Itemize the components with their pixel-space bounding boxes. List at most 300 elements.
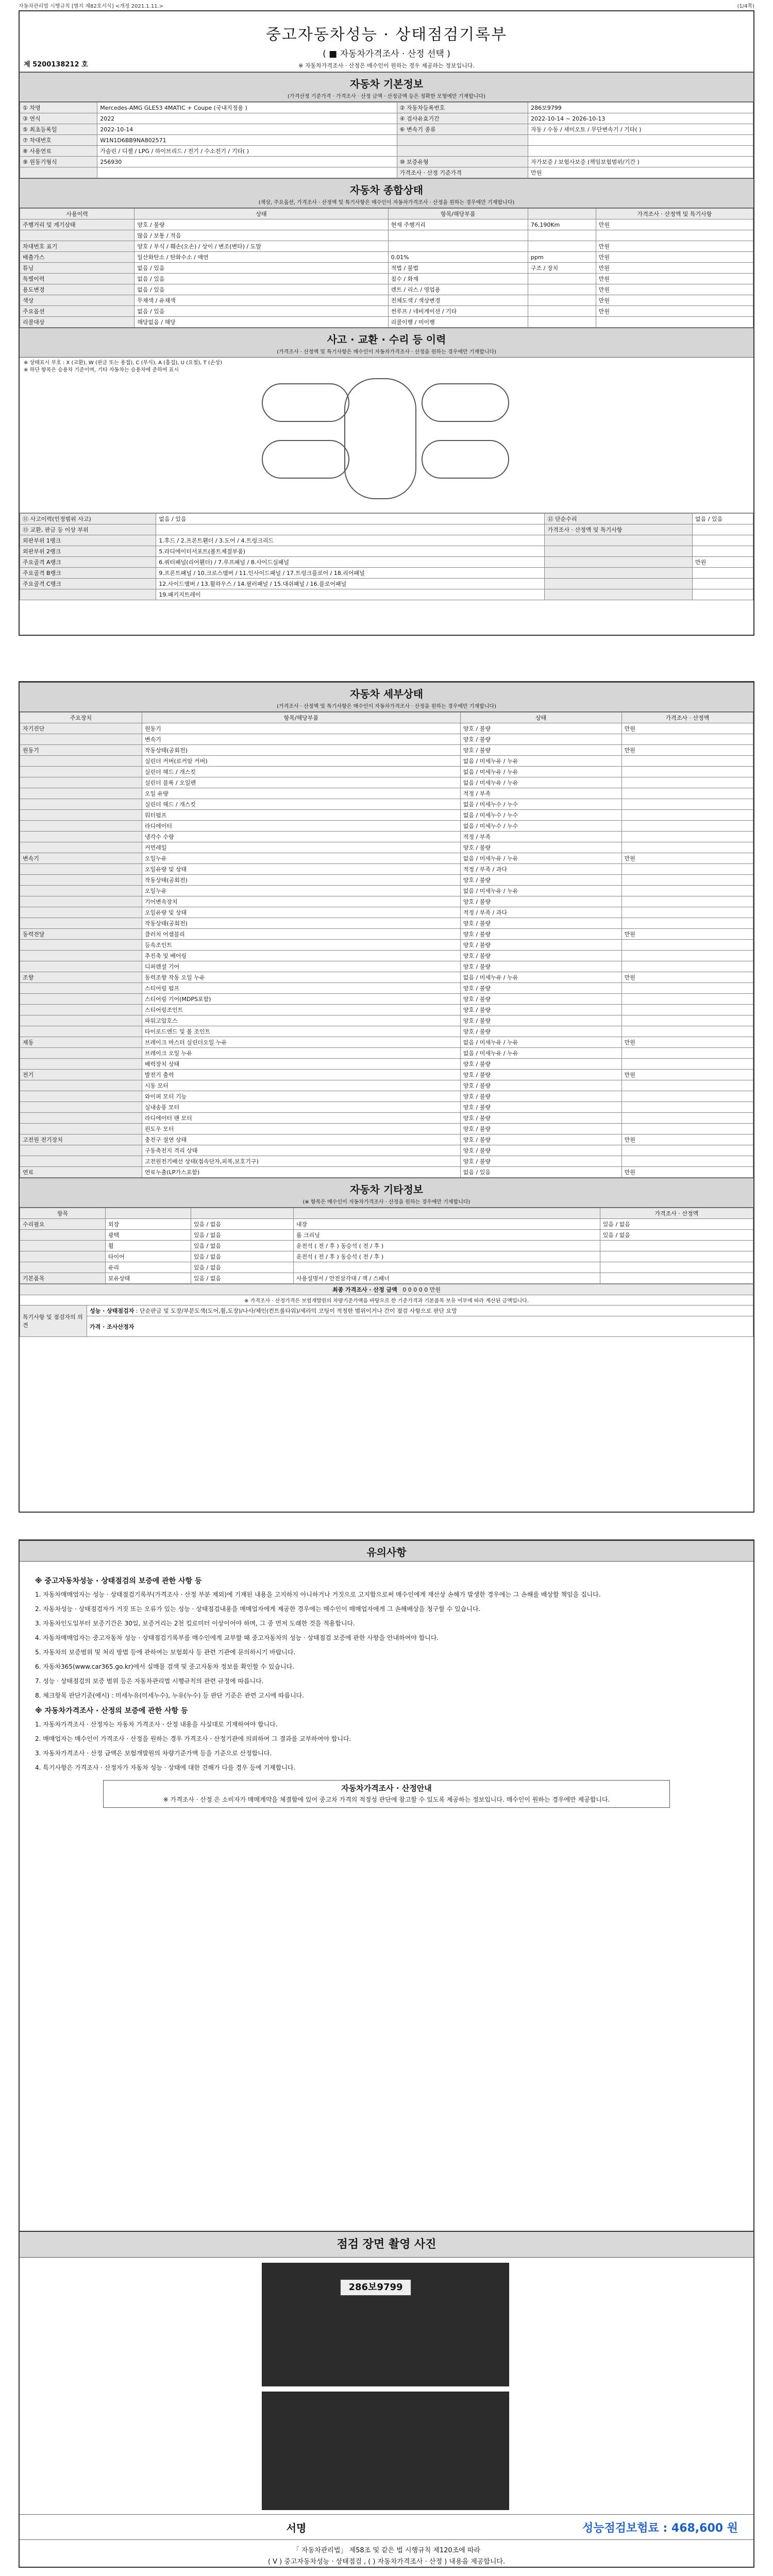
table-cell bbox=[621, 907, 753, 918]
table-cell: ⑦ 차대번호 bbox=[20, 135, 97, 146]
table-cell: 휠 bbox=[105, 1241, 191, 1251]
table-cell: 발전기 출력 bbox=[142, 1070, 460, 1080]
table-cell bbox=[621, 918, 753, 929]
table-row bbox=[20, 167, 753, 178]
notice-item: 3. 자동차가격조사 · 산정 금액은 보험개발원의 차량기준가액 등을 기준으로 산정합니다. bbox=[35, 1750, 272, 1757]
table-cell: 양호 / 불량 bbox=[460, 734, 621, 745]
table-cell: 색상 bbox=[20, 295, 135, 306]
table-row bbox=[20, 972, 753, 983]
notice-body bbox=[20, 1562, 753, 1824]
section-subtitle: (가격조사 · 산정액 및 특기사항은 매수인이 자동차가격조사 · 산정을 원하는 경우에만 기재합니다) bbox=[277, 704, 496, 709]
table-row bbox=[20, 853, 753, 864]
table-cell: 양호 / 불량 bbox=[460, 875, 621, 886]
table-cell: 양호 / 부식 / 훼손(오손) / 상이 / 변조(변타) / 도말 bbox=[135, 241, 388, 252]
table-cell: 실린더 헤드 / 개스킷 bbox=[142, 767, 460, 777]
table-cell: 주요옵션 bbox=[20, 306, 135, 317]
form-top-line bbox=[0, 0, 773, 8]
table-cell: ⑫ 단순수리 bbox=[545, 514, 693, 524]
table-cell bbox=[20, 1251, 106, 1262]
table-cell: 실내송풍 모터 bbox=[142, 1102, 460, 1113]
inspection-photo-front bbox=[262, 2263, 509, 2386]
table-cell: 양호 / 불량 bbox=[460, 723, 621, 734]
table-cell bbox=[20, 1015, 142, 1026]
table-header-row bbox=[20, 713, 753, 723]
table-row bbox=[20, 1167, 753, 1178]
table-cell: 양호 / 불량 bbox=[460, 918, 621, 929]
table-cell bbox=[528, 274, 596, 284]
table-row bbox=[20, 535, 753, 546]
table-cell: 스티어링 펌프 bbox=[142, 983, 460, 994]
table-cell bbox=[20, 896, 142, 907]
table-cell: 외장 bbox=[105, 1219, 191, 1230]
price-assessment-guide-box bbox=[103, 1780, 670, 1808]
signature-area bbox=[20, 2514, 753, 2568]
table-row bbox=[20, 961, 753, 972]
table-cell: 브레이크 오일 누유 bbox=[142, 1048, 460, 1059]
notice-item: 8. 체크항목 판단기준(예시) : 미세누유(미세누수), 누유(누수) 등 판단 기준은 관련 고시에 따릅니다. bbox=[35, 1692, 305, 1699]
table-row bbox=[20, 524, 753, 535]
section-title: 자동차 종합상태 bbox=[349, 184, 424, 196]
table-cell: 실린더 커버(로커암 커버) bbox=[142, 756, 460, 767]
table-cell bbox=[20, 875, 142, 886]
table-row bbox=[20, 1015, 753, 1026]
table-cell bbox=[600, 1273, 753, 1284]
table-cell: 만원 bbox=[621, 723, 753, 734]
table-cell: 수리필요 bbox=[20, 1219, 106, 1230]
basic-info-section-header bbox=[20, 72, 753, 102]
table-cell: 적법 / 불법 bbox=[388, 263, 528, 274]
table-cell bbox=[293, 1262, 600, 1273]
car-top-outline bbox=[344, 378, 416, 499]
table-cell bbox=[596, 317, 753, 328]
table-cell: 없음 / 미세누유 / 누유 bbox=[460, 756, 621, 767]
table-cell: 작동상태(공회전) bbox=[142, 918, 460, 929]
table-cell: 있음 / 없음 bbox=[191, 1273, 293, 1284]
page-indicator: (1/4쪽) bbox=[737, 4, 754, 9]
table-cell: 적정 / 부족 bbox=[460, 788, 621, 799]
table-cell: 양호 / 불량 bbox=[460, 1015, 621, 1026]
table-cell: 클러치 어셈블리 bbox=[142, 929, 460, 940]
table-row bbox=[20, 103, 753, 113]
table-cell: 오일유량 및 상태 bbox=[142, 907, 460, 918]
table-cell bbox=[20, 842, 142, 853]
table-cell: 스티어링조인트 bbox=[142, 1005, 460, 1015]
table-cell bbox=[20, 1102, 142, 1113]
page-2 bbox=[19, 681, 754, 1513]
document-note: ※ 자동차가격조사 · 산정은 매수인이 원하는 경우 제공하는 정보입니다. bbox=[298, 62, 475, 69]
table-cell bbox=[20, 1262, 106, 1273]
table-cell bbox=[20, 983, 142, 994]
table-cell bbox=[621, 994, 753, 1005]
table-cell: 없음 / 미세누유 / 누유 bbox=[460, 1048, 621, 1059]
legal-line: 「 자동차관리법」 제58조 및 같은 법 시행규칙 제120조에 따라 bbox=[292, 2547, 481, 2554]
table-cell: 만원 bbox=[693, 557, 753, 568]
table-cell: 제동 bbox=[20, 1037, 142, 1048]
table-row bbox=[20, 777, 753, 788]
column-header: 상태 bbox=[135, 209, 388, 219]
table-cell bbox=[20, 1048, 142, 1059]
table-row bbox=[20, 124, 753, 135]
table-cell bbox=[20, 230, 135, 241]
table-row bbox=[20, 821, 753, 832]
table-cell bbox=[545, 557, 693, 568]
table-cell bbox=[545, 579, 693, 589]
car-rear-outline bbox=[422, 440, 509, 479]
notice-item: 2. 자동차성능 · 상태점검자가 거짓 또는 오류가 있는 성능 · 상태점검내용을 매매업자에게 제공한 경우에는 매수인이 매매업자에게 그 손해배상을 청구할 수 있습니다. bbox=[35, 1605, 481, 1613]
table-row bbox=[20, 241, 753, 252]
table-cell bbox=[528, 284, 596, 295]
table-cell: 없음 / 미세누수 / 누수 bbox=[460, 799, 621, 810]
table-cell: 양호 / 불량 bbox=[460, 1113, 621, 1124]
table-cell: 양호 / 불량 bbox=[460, 1059, 621, 1070]
table-row bbox=[20, 1251, 753, 1262]
table-cell bbox=[545, 535, 693, 546]
table-cell: 없음 / 미세누수 / 누수 bbox=[460, 821, 621, 832]
table-cell: 양호 / 불량 bbox=[460, 1005, 621, 1015]
column-header: 가격조사 · 산정액 bbox=[621, 713, 753, 723]
table-row bbox=[20, 799, 753, 810]
table-cell: 보유상태 bbox=[105, 1273, 191, 1284]
table-cell: 양호 / 불량 bbox=[460, 1080, 621, 1091]
table-cell bbox=[528, 230, 596, 241]
table-cell: ppm bbox=[528, 252, 596, 263]
price-assessor-opinion bbox=[87, 1316, 753, 1337]
inspector-label: 성능 · 상태점검자 bbox=[90, 1308, 135, 1314]
document-header bbox=[20, 11, 753, 72]
table-row bbox=[20, 907, 753, 918]
table-cell: 변속기 bbox=[20, 853, 142, 864]
table-cell: 고전원 전기장치 bbox=[20, 1134, 142, 1145]
table-row bbox=[20, 994, 753, 1005]
section-subtitle: (색상, 주요옵션, 가격조사 · 산정액 및 특기사항은 매수인이 자동차가격조사 · 산정을 원하는 경우에만 기재합니다) bbox=[258, 200, 515, 206]
accident-section-header bbox=[20, 328, 753, 358]
table-cell bbox=[20, 1124, 142, 1134]
table-cell: 가격조사 · 산정 기준가격 bbox=[397, 167, 528, 178]
table-cell: ⑥ 변속기 종류 bbox=[397, 124, 528, 135]
table-row bbox=[20, 896, 753, 907]
table-cell bbox=[693, 524, 753, 535]
table-row bbox=[20, 146, 753, 157]
table-cell bbox=[621, 864, 753, 875]
table-cell: 추진축 및 베어링 bbox=[142, 951, 460, 961]
table-cell: 주요골격 A랭크 bbox=[20, 557, 156, 568]
car-side-left-outline bbox=[262, 383, 349, 422]
table-row bbox=[20, 1230, 753, 1241]
table-cell bbox=[621, 961, 753, 972]
table-cell bbox=[20, 886, 142, 896]
table-row bbox=[20, 918, 753, 929]
table-cell: 커먼레일 bbox=[142, 842, 460, 853]
table-cell: 동력조향 작동 오일 누유 bbox=[142, 972, 460, 983]
table-row bbox=[20, 886, 753, 896]
table-cell: ⑩ 보증유형 bbox=[397, 157, 528, 167]
table-cell bbox=[20, 777, 142, 788]
table-row bbox=[20, 113, 753, 124]
table-cell: 오일유량 및 상태 bbox=[142, 864, 460, 875]
table-cell: 만원 bbox=[621, 1167, 753, 1178]
table-cell: 조향 bbox=[20, 972, 142, 983]
table-cell bbox=[20, 589, 156, 600]
table-cell: 주행거리 및 계기상태 bbox=[20, 219, 135, 230]
table-cell: 양호 / 불량 bbox=[460, 929, 621, 940]
table-cell: 스티어링 기어(MDPS포함) bbox=[142, 994, 460, 1005]
table-cell bbox=[397, 135, 528, 146]
table-cell: ① 차명 bbox=[20, 103, 97, 113]
table-cell bbox=[20, 918, 142, 929]
table-cell: 있음 / 없음 bbox=[600, 1219, 753, 1230]
table-cell bbox=[528, 241, 596, 252]
table-cell: 배출가스 bbox=[20, 252, 135, 263]
table-cell: 1.후드 / 2.프론트휀더 / 3.도어 / 4.트렁크리드 bbox=[156, 535, 545, 546]
table-cell bbox=[20, 1156, 142, 1167]
table-cell: ⑪ 사고이력(인정범위 사고) bbox=[20, 514, 156, 524]
form-regulation-text: 자동차관리법 시행규칙 [별지 제82호서식] <개정 2021.1.11.> bbox=[19, 4, 164, 9]
table-cell bbox=[600, 1241, 753, 1251]
column-header: 주요장치 bbox=[20, 713, 142, 723]
table-cell: 배력장치 상태 bbox=[142, 1059, 460, 1070]
other-info-section-header bbox=[20, 1178, 753, 1208]
table-row bbox=[20, 875, 753, 886]
table-cell: 양호 / 불량 bbox=[135, 219, 388, 230]
table-cell: 원동기 bbox=[142, 723, 460, 734]
table-cell: 없음 / 미세누수 / 누수 bbox=[460, 810, 621, 821]
table-cell bbox=[20, 788, 142, 799]
table-cell: 없음 / 미세누유 / 누유 bbox=[460, 853, 621, 864]
table-cell: 없음 / 미세누유 / 누유 bbox=[460, 1037, 621, 1048]
table-cell: ② 자동차등록번호 bbox=[397, 103, 528, 113]
table-cell: 양호 / 불량 bbox=[460, 1102, 621, 1113]
table-cell: 썬루프 / 네비게이션 / 기타 bbox=[388, 306, 528, 317]
notice-item: 7. 성능 · 상태점검의 보증 범위 등은 자동차관리법 시행규칙의 관련 규정에 따릅니다. bbox=[35, 1677, 264, 1685]
table-cell: 침수 / 화재 bbox=[388, 274, 528, 284]
accident-table bbox=[20, 513, 753, 600]
column-header bbox=[528, 209, 596, 219]
legend-line: ※ 상태표시 부호 : X (교환), W (판금 또는 용접), C (부식), A (흠집), U (요철), T (손상) bbox=[24, 360, 223, 366]
table-cell bbox=[528, 135, 753, 146]
table-cell: 만원 bbox=[596, 274, 753, 284]
table-cell: 2022 bbox=[97, 113, 397, 124]
table-cell bbox=[621, 842, 753, 853]
table-row bbox=[20, 1102, 753, 1113]
table-cell: 차대번호 표기 bbox=[20, 241, 135, 252]
table-cell bbox=[388, 241, 528, 252]
table-cell bbox=[20, 907, 142, 918]
notice-item: 3. 자동차인도일부터 보증기간은 30일, 보증거리는 2천 킬로미터 이상이어야 하며, 그 중 먼저 도래한 것을 적용합니다. bbox=[35, 1620, 355, 1627]
table-cell: 시동 모터 bbox=[142, 1080, 460, 1091]
table-cell bbox=[621, 886, 753, 896]
section-subtitle: (가격조사 · 산정액 및 특기사항은 매수인이 자동차가격조사 · 산정을 원하는 경우에만 기재합니다) bbox=[277, 349, 496, 355]
table-cell bbox=[20, 864, 142, 875]
table-cell bbox=[621, 875, 753, 886]
table-row bbox=[20, 579, 753, 589]
table-row bbox=[20, 1219, 753, 1230]
table-cell: 내장 bbox=[293, 1219, 600, 1230]
table-cell: 많음 / 보통 / 적음 bbox=[135, 230, 388, 241]
table-cell: 없음 / 미세누유 / 누유 bbox=[460, 777, 621, 788]
table-cell: 만원 bbox=[528, 167, 753, 178]
table-cell: 만원 bbox=[596, 284, 753, 295]
table-cell bbox=[20, 734, 142, 745]
table-cell: ⑬ 교환, 판금 등 이상 부위 bbox=[20, 524, 156, 535]
table-cell: 만원 bbox=[596, 219, 753, 230]
table-cell: 양호 / 불량 bbox=[460, 1091, 621, 1102]
table-cell bbox=[621, 1156, 753, 1167]
table-cell: 만원 bbox=[596, 263, 753, 274]
table-cell bbox=[621, 1145, 753, 1156]
table-cell bbox=[20, 799, 142, 810]
table-cell bbox=[693, 535, 753, 546]
table-cell: 동력전달 bbox=[20, 929, 142, 940]
table-row bbox=[20, 788, 753, 799]
table-cell: 있음 / 없음 bbox=[191, 1230, 293, 1241]
notice-item: 4. 특기사항은 가격조사 · 산정자가 자동차 성능 · 상태에 대한 견해가 다를 경우 등에 기재합니다. bbox=[35, 1764, 296, 1771]
table-cell bbox=[397, 146, 528, 157]
table-cell: 렌트 / 리스 / 영업용 bbox=[388, 284, 528, 295]
table-cell: 5.라디에이터서포트(볼트체결부품) bbox=[156, 546, 545, 557]
table-cell: 76,190Km bbox=[528, 219, 596, 230]
table-cell: 양호 / 불량 bbox=[460, 994, 621, 1005]
legal-line: ( V ) 중고자동차성능 · 상태점검 , ( ) 자동차가격조사 · 산정 ) 내용을 제공합니다. bbox=[267, 2558, 506, 2566]
inspector-text: 단순판금 및 도장/부분도색(도어,휠,도장)/나사/체인(컨트롤타워)/세라믹 코팅이 적정한 범위이거나 간이 점검 사항으로 판단 요망 bbox=[139, 1308, 457, 1314]
table-cell: 있음 / 없음 bbox=[191, 1219, 293, 1230]
table-cell: 없음 / 있음 bbox=[135, 306, 388, 317]
table-cell: 자가보증 / 보험사보증 (책임보험범위/기간 ) bbox=[528, 157, 753, 167]
table-cell: 유리 bbox=[105, 1262, 191, 1273]
other-info-table bbox=[20, 1208, 753, 1284]
section-title: 유의사항 bbox=[366, 1546, 407, 1558]
table-cell bbox=[20, 961, 142, 972]
final-price-table bbox=[20, 1284, 753, 1337]
legal-basis-text bbox=[20, 2540, 753, 2568]
table-row bbox=[20, 1091, 753, 1102]
table-row bbox=[20, 514, 753, 524]
notice-item: 5. 자동차의 보증범위 및 처리 방법 등에 관하여는 보험회사 등 관련 기관에 문의하시기 바랍니다. bbox=[35, 1649, 296, 1656]
table-cell bbox=[20, 1113, 142, 1124]
table-cell bbox=[528, 295, 596, 306]
table-cell: 오일 유량 bbox=[142, 788, 460, 799]
table-cell: 만원 bbox=[621, 1070, 753, 1080]
table-cell: 양호 / 불량 bbox=[460, 1124, 621, 1134]
table-cell bbox=[97, 167, 397, 178]
final-price-value: 0 0 0 0 0 만원 bbox=[402, 1286, 441, 1293]
table-cell bbox=[621, 799, 753, 810]
table-cell bbox=[621, 1015, 753, 1026]
table-row bbox=[20, 929, 753, 940]
table-row bbox=[20, 263, 753, 274]
table-cell: 고전원전기배선 상태(접속단자,피복,보호기구) bbox=[142, 1156, 460, 1167]
table-cell bbox=[621, 767, 753, 777]
table-cell: 튜닝 bbox=[20, 263, 135, 274]
table-cell: 타이어 bbox=[105, 1251, 191, 1262]
notice-item: 2. 매매업자는 매수인이 가격조사 · 산정을 원하는 경우 가격조사 · 산정기관에 의뢰하여 그 결과를 교부하여야 합니다. bbox=[35, 1735, 351, 1742]
column-header bbox=[293, 1208, 600, 1219]
table-cell: 용도변경 bbox=[20, 284, 135, 295]
table-cell: 양호 / 불량 bbox=[460, 1145, 621, 1156]
table-cell: 변속기 bbox=[142, 734, 460, 745]
table-cell: 양호 / 불량 bbox=[460, 1070, 621, 1080]
signature-label: 서명 bbox=[286, 2521, 307, 2534]
table-cell: 충전구 절연 상태 bbox=[142, 1134, 460, 1145]
table-row bbox=[20, 1037, 753, 1048]
table-cell: 현재 주행거리 bbox=[388, 219, 528, 230]
column-header bbox=[105, 1208, 191, 1219]
vehicle-damage-diagram bbox=[20, 358, 753, 513]
table-cell bbox=[621, 1124, 753, 1134]
table-cell: 타이로드엔드 및 볼 조인트 bbox=[142, 1026, 460, 1037]
table-row bbox=[20, 317, 753, 328]
table-cell: ⑨ 원동기형식 bbox=[20, 157, 97, 167]
table-row bbox=[20, 1048, 753, 1059]
table-header-row bbox=[20, 1208, 753, 1219]
table-cell: 브레이크 마스터 실린더오일 누유 bbox=[142, 1037, 460, 1048]
table-cell: 양호 / 불량 bbox=[460, 745, 621, 756]
table-cell bbox=[20, 1230, 106, 1241]
table-cell bbox=[528, 146, 753, 157]
table-row bbox=[20, 1070, 753, 1080]
table-cell bbox=[621, 777, 753, 788]
table-cell bbox=[20, 1005, 142, 1015]
table-cell bbox=[621, 1026, 753, 1037]
table-cell: 만원 bbox=[596, 241, 753, 252]
table-cell: 만원 bbox=[596, 295, 753, 306]
column-header: 항목 bbox=[20, 1208, 106, 1219]
table-cell bbox=[600, 1262, 753, 1273]
table-row bbox=[20, 306, 753, 317]
table-cell: 기어변속장치 bbox=[142, 896, 460, 907]
table-cell bbox=[545, 546, 693, 557]
legend-line: ※ 하단 항목은 승용차 기준이며, 기타 자동차는 승용차에 준하여 표시 bbox=[24, 367, 179, 373]
table-cell bbox=[621, 1059, 753, 1070]
table-cell bbox=[20, 1145, 142, 1156]
table-cell: 주요골격 C랭크 bbox=[20, 579, 156, 589]
notice-heading: ※ 자동차가격조사 · 산정의 보증에 관한 사항 등 bbox=[35, 1707, 188, 1715]
table-cell: 주요골격 B랭크 bbox=[20, 568, 156, 579]
table-row bbox=[20, 1026, 753, 1037]
table-cell: 없음 / 미세누유 / 누유 bbox=[460, 767, 621, 777]
table-cell: 기본품목 bbox=[20, 1273, 106, 1284]
table-cell: 연료누출(LP가스포함) bbox=[142, 1167, 460, 1178]
table-cell: 양호 / 불량 bbox=[460, 940, 621, 951]
table-row bbox=[20, 810, 753, 821]
table-row bbox=[20, 230, 753, 241]
table-cell bbox=[20, 1241, 106, 1251]
insurance-fee: 성능점검보험료 : 468,600 원 bbox=[582, 2521, 738, 2535]
table-cell bbox=[20, 1026, 142, 1037]
table-cell bbox=[693, 589, 753, 600]
table-row bbox=[20, 568, 753, 579]
table-cell: 19.패키지트레이 bbox=[156, 589, 545, 600]
table-row bbox=[20, 1124, 753, 1134]
section-title: 자동차 세부상태 bbox=[349, 688, 424, 700]
table-cell bbox=[621, 734, 753, 745]
special-notes-label: 특기사항 및 점검자의 의견 bbox=[20, 1306, 87, 1337]
table-row bbox=[20, 589, 753, 600]
table-row bbox=[20, 767, 753, 777]
page-4 bbox=[19, 2231, 754, 2568]
table-cell bbox=[596, 230, 753, 241]
table-row bbox=[20, 1080, 753, 1091]
table-cell: 디퍼렌셜 기어 bbox=[142, 961, 460, 972]
final-price-cell bbox=[20, 1284, 753, 1295]
table-cell bbox=[621, 1080, 753, 1091]
table-row bbox=[20, 1156, 753, 1167]
inspection-photo-rear bbox=[262, 2392, 509, 2510]
table-cell: 만원 bbox=[621, 929, 753, 940]
table-row bbox=[20, 983, 753, 994]
column-header: 가격조사 · 산정액 bbox=[600, 1208, 753, 1219]
table-cell: ⑧ 사용연료 bbox=[20, 146, 97, 157]
table-cell bbox=[528, 317, 596, 328]
